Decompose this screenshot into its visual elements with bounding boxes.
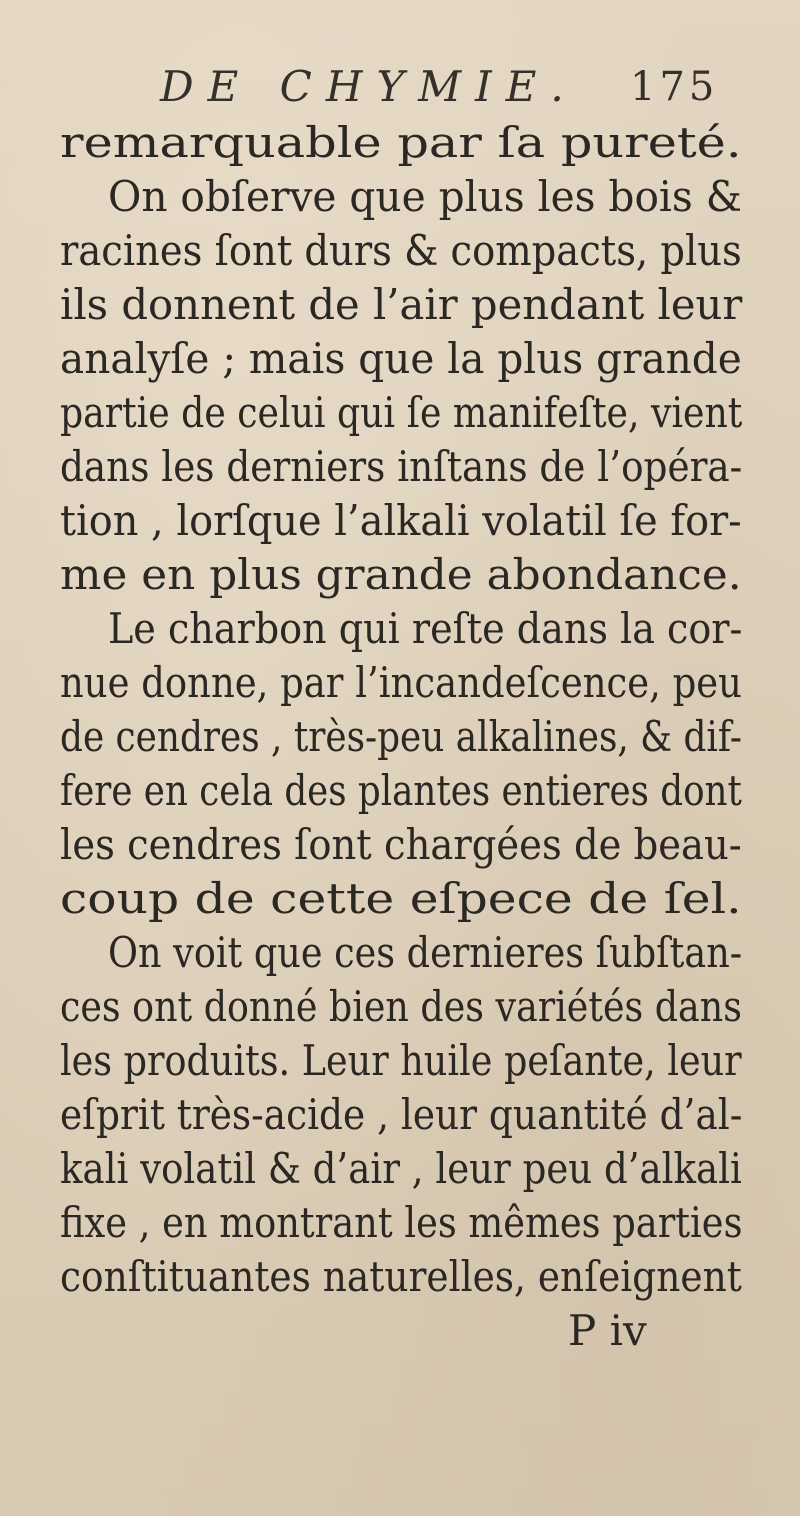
text-line: partie de celui qui ſe manifeſte, vient [60, 388, 743, 437]
text-line: fixe , en montrant les mêmes parties [60, 1198, 743, 1247]
signature-mark: P iv [568, 1306, 647, 1355]
text-line: les cendres ſont chargées de beau- [60, 820, 742, 869]
text-line: conſtituantes naturelles, enſeignent [60, 1252, 742, 1301]
text-line: les produits. Leur huile peſante, leur [60, 1036, 742, 1085]
text-line: On voit que ces dernieres ſubſtan- [108, 928, 743, 977]
text-line: me en plus grande abondance. [60, 550, 742, 599]
running-head-title: DE CHYMIE. [160, 62, 578, 111]
text-line: fere en cela des plantes entieres dont [60, 766, 742, 815]
text-line: Le charbon qui reſte dans la cor- [108, 604, 743, 653]
text-line: tion , lorſque l’alkali volatil ſe for- [60, 496, 742, 545]
text-line: racines ſont durs & compacts, plus [60, 226, 742, 275]
text-line: kali volatil & d’air , leur peu d’alkali [60, 1144, 742, 1193]
text-line: analyſe ; mais que la plus grande [60, 334, 742, 383]
text-line: On obſerve que plus les bois & [108, 172, 742, 221]
text-line: ils donnent de l’air pendant leur [60, 280, 743, 329]
text-line: eſprit très-acide , leur quantité d’al- [60, 1090, 743, 1139]
text-line: ces ont donné bien des variétés dans [60, 982, 742, 1031]
text-line: de cendres , très-peu alkalines, & dif- [60, 712, 742, 761]
text-line: remarquable par ſa pureté. [60, 118, 742, 167]
text-line: coup de cette eſpece de ſel. [60, 874, 742, 923]
page-number: 175 [630, 64, 719, 110]
text-line: nue donne, par l’incandeſcence, peu [60, 658, 742, 707]
text-line: dans les derniers inſtans de l’opéra- [60, 442, 743, 491]
